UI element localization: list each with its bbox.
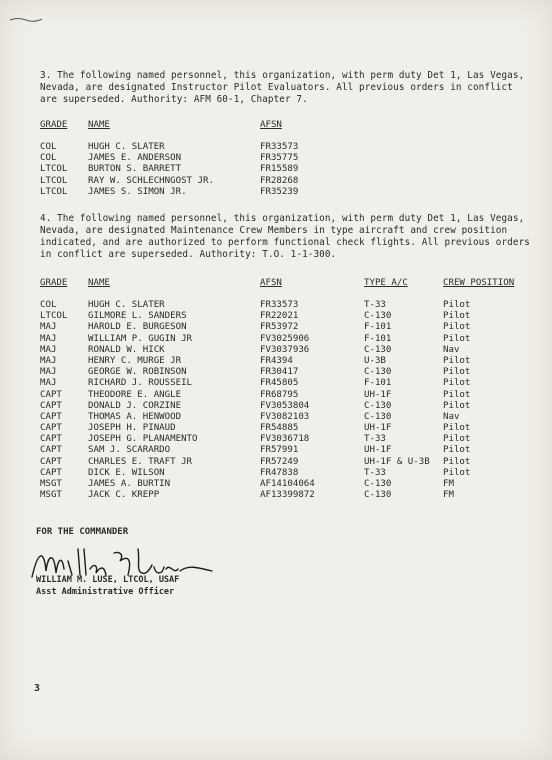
cell-type: C-130 (364, 490, 392, 501)
cell-name: DICK E. WILSON (88, 467, 165, 478)
cell-pos: Pilot (443, 423, 471, 434)
cell-type: C-130 (364, 344, 392, 355)
cell-grade: LTCOL (40, 186, 68, 197)
signature-title: Asst Administrative Officer (36, 587, 175, 597)
table-row (40, 490, 540, 501)
cell-afsn: FR53972 (260, 322, 299, 333)
table-row (40, 367, 540, 378)
cell-pos: Pilot (443, 467, 471, 478)
cell-grade: CAPT (40, 423, 62, 434)
table-row (40, 434, 540, 445)
paragraph-4: 4. The following named personnel, this organization, with perm duty Det 1, Las Vegas, Nevada, are designated Maintenance Crew Members in type aircraft and crew position indicated, and are authorized to perform functional check flights. All previous orders in conflict are superseded. Authority: T.O. 1-1-300. (40, 213, 530, 260)
cell-pos: Pilot (443, 333, 471, 344)
cell-name: BURTON S. BARRETT (88, 164, 182, 175)
cell-afsn: FV3036718 (260, 434, 310, 445)
cell-grade: MAJ (40, 355, 57, 366)
evaluators-table (40, 120, 540, 198)
header-grade: GRADE (40, 278, 68, 288)
cell-name: JACK C. KREPP (88, 490, 160, 501)
cell-name: HUGH C. SLATER (88, 300, 165, 310)
cell-pos: Pilot (443, 300, 471, 310)
cell-type: C-130 (364, 367, 392, 378)
cell-type: T-33 (364, 300, 386, 310)
cell-pos: Pilot (443, 355, 471, 366)
cell-afsn: FV3082103 (260, 411, 310, 422)
cell-afsn: FR22021 (260, 311, 299, 322)
cell-afsn: FR35775 (260, 153, 299, 164)
cell-pos: Nav (443, 411, 460, 422)
cell-name: JAMES S. SIMON JR. (88, 186, 187, 197)
cell-grade: CAPT (40, 467, 62, 478)
cell-afsn: FR47838 (260, 467, 299, 478)
signature-name: WILLIAM M. LUSE, LTCOL, USAF (36, 575, 180, 585)
table-row (40, 445, 540, 456)
paragraph-3: 3. The following named personnel, this organization, with perm duty Det 1, Las Vegas, Nevada, are designated Instructor Pilot Evaluators. All previous orders in conflict are superseded. Authority: AFM 60-1, Chapter 7. (40, 70, 525, 105)
header-crew-position: CREW POSITION (443, 278, 515, 288)
cell-afsn: FV3053804 (260, 400, 310, 411)
cell-name: RICHARD J. ROUSSEIL (88, 378, 193, 389)
table-row (40, 345, 540, 356)
cell-afsn: FR68795 (260, 389, 299, 400)
cell-name: HENRY C. MURGE JR (88, 355, 182, 366)
cell-afsn: FR57249 (260, 456, 299, 467)
cell-pos: Pilot (443, 434, 471, 445)
cell-pos: FM (443, 479, 454, 489)
cell-name: GEORGE W. ROBINSON (88, 367, 187, 378)
table-row (40, 142, 540, 153)
cell-type: UH-1F (364, 389, 392, 400)
crew-members-table (40, 278, 540, 501)
cell-pos: Pilot (443, 367, 471, 378)
cell-grade: MAJ (40, 333, 57, 344)
header-name: NAME (88, 278, 110, 288)
cell-afsn: AF14104064 (260, 479, 315, 489)
for-the-commander: FOR THE COMMANDER (36, 527, 129, 537)
header-afsn: AFSN (260, 120, 282, 130)
table-row (40, 390, 540, 401)
cell-afsn: FR45805 (260, 378, 299, 389)
table-row (40, 176, 540, 187)
cell-grade: CAPT (40, 400, 62, 411)
cell-grade: MSGT (40, 479, 62, 489)
table-row (40, 356, 540, 367)
cell-afsn: AF13399872 (260, 490, 315, 501)
cell-grade: CAPT (40, 434, 62, 445)
cell-type: U-3B (364, 355, 386, 366)
cell-name: WILLIAM P. GUGIN JR (88, 333, 193, 344)
cell-grade: LTCOL (40, 164, 68, 175)
table-row (40, 164, 540, 175)
table-row (40, 300, 540, 311)
cell-pos: Pilot (443, 400, 471, 411)
cell-name: JAMES E. ANDERSON (88, 153, 182, 164)
cell-afsn: FR33573 (260, 142, 299, 152)
cell-name: DONALD J. CORZINE (88, 400, 182, 411)
cell-grade: MSGT (40, 490, 62, 501)
header-name: NAME (88, 120, 110, 130)
cell-type: T-33 (364, 467, 386, 478)
cell-grade: CAPT (40, 389, 62, 400)
cell-grade: CAPT (40, 445, 62, 456)
cell-grade: COL (40, 153, 57, 164)
table-row (40, 457, 540, 468)
cell-afsn: FR4394 (260, 355, 293, 366)
cell-afsn: FR57991 (260, 445, 299, 456)
cell-afsn: FR30417 (260, 367, 299, 378)
cell-afsn: FR35239 (260, 186, 299, 197)
header-type: TYPE A/C (364, 278, 408, 288)
cell-type: F-101 (364, 322, 392, 333)
cell-type: F-101 (364, 378, 392, 389)
ink-mark (8, 14, 48, 24)
cell-grade: MAJ (40, 344, 57, 355)
cell-afsn: FR54885 (260, 423, 299, 434)
cell-name: SAM J. SCARARDO (88, 445, 171, 456)
header-grade: GRADE (40, 120, 68, 130)
cell-name: RAY W. SCHLECHNGOST JR. (88, 175, 214, 186)
cell-type: T-33 (364, 434, 386, 445)
cell-afsn: FV3025906 (260, 333, 310, 344)
cell-type: UH-1F & U-3B (364, 456, 430, 467)
cell-pos: Pilot (443, 456, 471, 467)
cell-afsn: FR28268 (260, 175, 299, 186)
table-row (40, 401, 540, 412)
cell-type: C-130 (364, 411, 392, 422)
cell-name: HAROLD E. BURGESON (88, 322, 187, 333)
cell-name: JOSEPH G. PLANAMENTO (88, 434, 198, 445)
cell-type: UH-1F (364, 445, 392, 456)
cell-grade: LTCOL (40, 175, 68, 186)
cell-name: HUGH C. SLATER (88, 142, 165, 152)
cell-grade: CAPT (40, 456, 62, 467)
table-row (40, 378, 540, 389)
cell-afsn: FR15589 (260, 164, 299, 175)
cell-afsn: FV3037936 (260, 344, 310, 355)
cell-type: C-130 (364, 400, 392, 411)
cell-pos: Pilot (443, 378, 471, 389)
cell-type: C-130 (364, 311, 392, 322)
cell-name: THEODORE E. ANGLE (88, 389, 182, 400)
table-row (40, 153, 540, 164)
cell-grade: MAJ (40, 322, 57, 333)
cell-name: JAMES A. BURTIN (88, 479, 171, 489)
cell-type: UH-1F (364, 423, 392, 434)
cell-grade: LTCOL (40, 311, 68, 322)
cell-grade: MAJ (40, 367, 57, 378)
cell-pos: Pilot (443, 311, 471, 322)
cell-name: CHARLES E. TRAFT JR (88, 456, 193, 467)
table-row (40, 334, 540, 345)
cell-name: GILMORE L. SANDERS (88, 311, 187, 322)
table-header (40, 120, 540, 134)
table-row (40, 311, 540, 322)
cell-pos: Pilot (443, 322, 471, 333)
cell-pos: Pilot (443, 389, 471, 400)
cell-type: F-101 (364, 333, 392, 344)
table-row (40, 468, 540, 479)
cell-name: RONALD W. HICK (88, 344, 165, 355)
table-row (40, 322, 540, 333)
cell-grade: CAPT (40, 411, 62, 422)
cell-pos: Pilot (443, 445, 471, 456)
cell-name: JOSEPH H. PINAUD (88, 423, 176, 434)
cell-pos: Nav (443, 344, 460, 355)
cell-grade: COL (40, 142, 57, 152)
cell-grade: MAJ (40, 378, 57, 389)
table-header (40, 278, 540, 292)
header-afsn: AFSN (260, 278, 282, 288)
table-row (40, 187, 540, 198)
page-number: 3 (34, 683, 41, 694)
cell-pos: FM (443, 490, 454, 501)
table-row (40, 479, 540, 490)
cell-grade: COL (40, 300, 57, 310)
table-row (40, 412, 540, 423)
table-row (40, 423, 540, 434)
cell-name: THOMAS A. HENWOOD (88, 411, 182, 422)
cell-afsn: FR33573 (260, 300, 299, 310)
cell-type: C-130 (364, 479, 392, 489)
